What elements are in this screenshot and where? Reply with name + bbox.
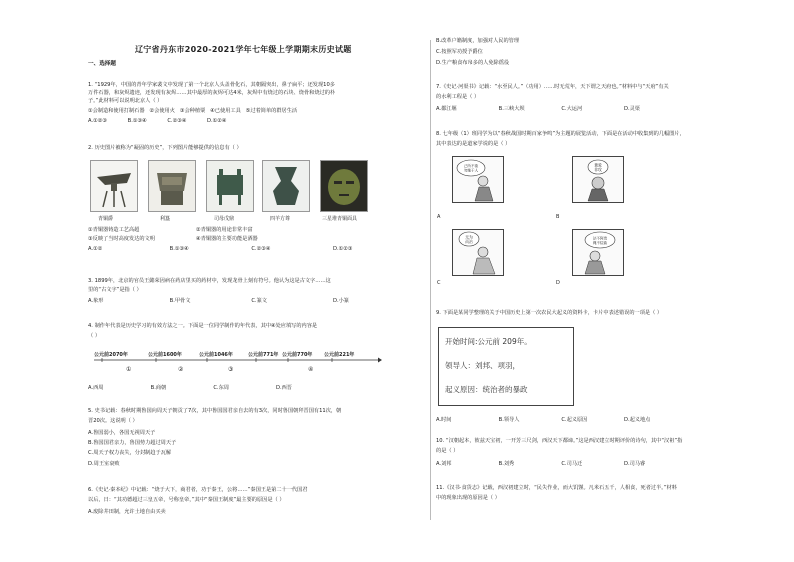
q2-note-4: ④青铜器的主要功能是酒器 bbox=[196, 236, 258, 242]
q4-line2: （ ） bbox=[88, 333, 101, 339]
caption-li-gui: 利簋 bbox=[160, 216, 171, 222]
q5-line2: 晋20次。这说明（ ） bbox=[88, 418, 138, 424]
q6-line1: 6.《史记·秦本纪》中记载：“烧于大下，商君者，功于秦王，公将……”秦国王是第二十一代国君 bbox=[88, 487, 308, 493]
q7-choices bbox=[436, 106, 685, 113]
q1-line4: 子。”此材料可以说明北京人（ ） bbox=[88, 98, 163, 104]
left-column bbox=[86, 0, 426, 562]
section-heading: 一、选择题 bbox=[88, 61, 116, 67]
choice-a[interactable]: A.象形 bbox=[88, 298, 104, 304]
q5-line1: 5. 史书记载：春秋时期鲁国向周天子朝贡了7次，其中鲁国国君亲自去的有3次，同时鲁国朝拜晋国有11次，朝 bbox=[88, 408, 342, 414]
q8-label-c[interactable]: C bbox=[437, 280, 441, 286]
svg-text:兼爱: 兼爱 bbox=[594, 162, 602, 168]
q4-timeline bbox=[92, 349, 382, 389]
q4-line1: 4. 制作年代表是历史学习的有效方法之一。下面是一位同学制作的年代表，其中④处应填写的内容是 bbox=[88, 323, 318, 329]
choice-c[interactable]: C.周天子权力丧失，分封制趋于瓦解 bbox=[88, 450, 172, 456]
right-column bbox=[436, 0, 776, 562]
sanxingdui-mask-image bbox=[320, 160, 368, 212]
choice-d[interactable]: D.西晋 bbox=[275, 385, 292, 391]
q8-label-d[interactable]: D bbox=[556, 280, 560, 286]
svg-text:非攻: 非攻 bbox=[594, 167, 602, 172]
timeline-date-3: 公元前1046年 bbox=[199, 352, 233, 358]
choice-a[interactable]: A.西周 bbox=[88, 385, 104, 391]
timeline-date-4: 公元前771年 bbox=[248, 352, 279, 358]
choice-a[interactable]: A.①② bbox=[88, 246, 103, 252]
choice-b[interactable]: B.①③④ bbox=[127, 118, 147, 124]
choice-a[interactable]: A.都江堰 bbox=[436, 106, 457, 112]
cartoon-a-image bbox=[452, 156, 504, 203]
q10-line2: 的是（ ） bbox=[436, 448, 459, 454]
q2-choices bbox=[88, 246, 413, 253]
svg-text:绳不挠曲: 绳不挠曲 bbox=[592, 241, 608, 245]
cartoon-d-image bbox=[572, 229, 624, 276]
choice-d[interactable]: D.小篆 bbox=[332, 298, 349, 304]
choice-d[interactable]: D.①②③ bbox=[332, 246, 353, 252]
timeline-marker-4: ④ bbox=[308, 366, 314, 373]
choice-b[interactable]: B.商朝 bbox=[150, 385, 167, 391]
choice-d[interactable]: D.周王室衰败 bbox=[88, 461, 120, 467]
q7-line2: 的水利工程是（ ） bbox=[436, 94, 480, 100]
q1-statement: ④已使用工具 bbox=[210, 108, 241, 114]
simuwu-ding-image bbox=[206, 160, 254, 212]
q1-statement: ①会制造和使用打制石器 bbox=[88, 108, 145, 114]
q2-note-2: ②青铜器的用途非常丰富 bbox=[196, 227, 253, 233]
choice-d[interactable]: D.①②④ bbox=[206, 118, 227, 124]
q1-choices bbox=[88, 118, 245, 125]
timeline-marker-3: ③ bbox=[228, 366, 234, 373]
choice-b[interactable]: B.①③④ bbox=[169, 246, 189, 252]
choice-b[interactable]: B.甲骨文 bbox=[169, 298, 191, 304]
q8-line2: 其中表达的是道家学说的是（ ） bbox=[436, 141, 511, 147]
timeline-marker-2: ② bbox=[178, 366, 184, 373]
choice-b[interactable]: B.刘秀 bbox=[498, 461, 515, 467]
timeline-date-6: 公元前221年 bbox=[324, 352, 355, 358]
q3-choices bbox=[88, 298, 413, 305]
q6-line2: 以后，日：“其功德超过三皇五帝，号称皇帝，”其中“秦国王制度”最主要的原因是（ ） bbox=[88, 497, 285, 503]
q2-note-3: ③反映了当时高度发达的文明 bbox=[88, 236, 155, 242]
svg-text:无为: 无为 bbox=[465, 234, 473, 240]
choice-d[interactable]: D.起义地点 bbox=[623, 417, 651, 423]
choice-c[interactable]: C.东周 bbox=[213, 385, 229, 391]
cartoon-c-image bbox=[452, 229, 504, 276]
q11-line2: 中的现象出现的原因是（ ） bbox=[436, 495, 500, 501]
q9-card-line3: 起义原因：统治者的暴政 bbox=[445, 385, 528, 394]
q2-note-1: ①青铜器铸造工艺高超 bbox=[88, 227, 140, 233]
svg-text:己所不欲: 己所不欲 bbox=[463, 164, 479, 168]
q1-statement: ⑤过着简单的群居生活 bbox=[245, 108, 298, 114]
choice-d[interactable]: D.生产粮食布帛多的人免除徭役 bbox=[436, 60, 510, 66]
q11-line1: 11.《汉书·食货志》记载，西汉初建立时，“民失作业，而大饥馑。凡米石五千，人相食，死者过半。”材料 bbox=[436, 485, 677, 491]
caption-ding: 司母戊鼎 bbox=[214, 216, 235, 222]
q8-label-a[interactable]: A bbox=[437, 214, 441, 220]
choice-b[interactable]: B.改革户籍制度，加强对人民的管理 bbox=[436, 38, 520, 44]
q9-stem: 9. 下面是某同学整理的关于中国历史上第一次农民大起义的资料卡，卡片中表述错误的一项是（ ） bbox=[436, 310, 663, 316]
q7-line1: 7.《史记·河渠书》记载：“水至民人。”（功用）……时无荒年，天下谓之天府也。”材料中与“天府”有关 bbox=[436, 84, 669, 90]
choice-b[interactable]: B.三峡大坝 bbox=[498, 106, 525, 112]
choice-c[interactable]: C.②③④ bbox=[167, 118, 187, 124]
choice-c[interactable]: C.大运河 bbox=[561, 106, 583, 112]
q1-statements bbox=[88, 108, 297, 115]
q8-line1: 8. 七年级（1）班同学为以“春秋战国时期百家争鸣”为主题的展览活动，下面是在活动中收集到的几幅图片， bbox=[436, 131, 685, 137]
bronze-jue-image bbox=[90, 160, 138, 212]
choice-d[interactable]: D.司马睿 bbox=[623, 461, 646, 467]
q3-line1: 3. 1899年，北京的官员王懿荣因病在药店里买的药材中，发现龙骨上刻有符号。他认为这是古文字……这 bbox=[88, 278, 331, 284]
caption-zun: 四羊方尊 bbox=[270, 216, 291, 222]
four-ram-zun-image bbox=[262, 160, 310, 212]
li-gui-image bbox=[148, 160, 196, 212]
svg-text:而治: 而治 bbox=[465, 239, 473, 244]
cartoon-b-image bbox=[572, 156, 624, 203]
choice-a[interactable]: A.刘邦 bbox=[436, 461, 452, 467]
q2-stem: 2. 历史图片被称为“凝固的历史”，下列图片能够提供的信息有（ ） bbox=[88, 145, 242, 151]
choice-c[interactable]: C.按照军功授予爵位 bbox=[436, 49, 483, 55]
choice-a[interactable]: A.鲁国弱小，各国无视周天子 bbox=[88, 430, 156, 436]
q3-line2: 里的“古文字”是指（ ） bbox=[88, 287, 142, 293]
q10-line1: 10. “汉朝起本，彼兹天宝初，一开芳三尺剑，西汉天下都谛。”这是西汉建立时期评价的诗句，其中“汉祖”指 bbox=[436, 438, 683, 444]
choice-d[interactable]: D.灵渠 bbox=[623, 106, 640, 112]
q8-label-b[interactable]: B bbox=[556, 214, 560, 220]
choice-c[interactable]: C.司马迁 bbox=[561, 461, 583, 467]
choice-a[interactable]: A.时间 bbox=[436, 417, 452, 423]
choice-a[interactable]: A.①②③ bbox=[88, 118, 108, 124]
caption-jue: 青铜爵 bbox=[98, 216, 114, 222]
column-divider bbox=[430, 40, 431, 520]
timeline-date-2: 公元前1600年 bbox=[148, 352, 182, 358]
svg-text:法不阿贵: 法不阿贵 bbox=[592, 236, 608, 241]
q1-line1: 1. “1929年，中国的青年学家裴文中发现了第一个北京人头盖骨化石，其朝隔突出，鼻子扁平；还发现10多 bbox=[88, 82, 335, 88]
choice-a[interactable]: A.废除井田制，允许土地自由买卖 bbox=[88, 509, 166, 515]
choice-c[interactable]: C.②③④ bbox=[251, 246, 271, 252]
exam-title: 辽宁省丹东市2020-2021学年七年级上学期期末历史试题 bbox=[135, 45, 352, 54]
choice-c[interactable]: C.起义原因 bbox=[561, 417, 588, 423]
q1-line2: 万件石器，和灰烬遗迹，还发现有灰烬……其中最厚的灰烬可达4米，灰烬中有烧过的石块、烧骨和烧过的朴 bbox=[88, 90, 336, 96]
q9-info-card bbox=[438, 327, 574, 406]
choice-b[interactable]: B.鲁国国君亲力，鲁国势力超过周天子 bbox=[88, 440, 177, 446]
q9-card-line2: 领导人：刘邦、项羽， bbox=[445, 361, 520, 370]
q1-statement: ③会种植粟 bbox=[179, 108, 206, 114]
q1-statement: ②会使用火 bbox=[149, 108, 175, 114]
choice-c[interactable]: C.篆文 bbox=[251, 298, 267, 304]
caption-mask: 三星堆青铜面具 bbox=[322, 216, 358, 222]
timeline-date-1: 公元前2070年 bbox=[94, 352, 128, 358]
timeline-date-5: 公元前770年 bbox=[282, 352, 313, 358]
q9-card-line1: 开始时间:公元前 209年。 bbox=[445, 337, 532, 346]
svg-text:勿施于人: 勿施于人 bbox=[463, 168, 479, 173]
timeline-marker-1: ① bbox=[126, 366, 132, 373]
choice-b[interactable]: B.领导人 bbox=[498, 417, 520, 423]
